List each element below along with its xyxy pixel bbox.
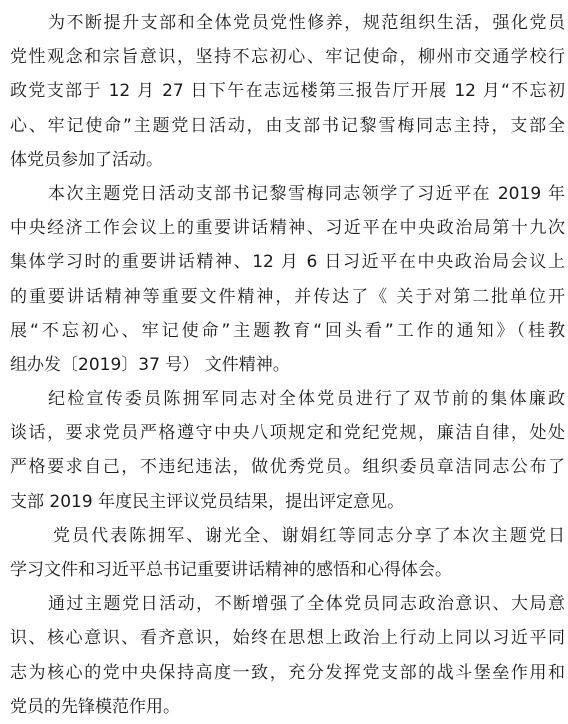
text-line: 政党支部于 12 月 27 日下午在志远楼第三报告厅开展 12 月“不忘初: [10, 81, 565, 102]
paragraph-discipline: [10, 382, 565, 519]
text-line: 的重要讲话精神等重要文件精神，并传达了《 关于对第二批单位开: [10, 286, 565, 307]
text-line: 集体学习时的重要讲话精神、12 月 6 日习近平在中央政治局会议上: [10, 252, 565, 273]
text-line: 为不断提升支部和全体党员党性修养，规范组织生活，强化党员: [48, 13, 565, 33]
text-line: 党性观念和宗旨意识，坚持不忘初心、牢记使命，柳州市交通学校行: [10, 47, 565, 68]
text-line: 组办发〔2019〕37 号） 文件精神。: [10, 354, 290, 375]
text-line: 党员的先锋模范作用。: [10, 696, 180, 717]
text-line: 本次主题党日活动支部书记黎雪梅同志领学了习近平在 2019 年: [48, 183, 565, 204]
paragraph-sharing: [10, 519, 565, 587]
paragraph-study: [10, 177, 565, 382]
text-line: 谈话，要求党员严格遵守中央八项规定和党纪党规，廉洁自律，处处: [10, 423, 565, 444]
text-line: 心、牢记使命”主题党日活动，由支部书记黎雪梅同志主持，支部全: [10, 115, 565, 136]
text-line: 纪检宣传委员陈拥军同志对全体党员进行了双节前的集体廉政: [48, 389, 565, 410]
text-line: 通过主题党日活动，不断增强了全体党员同志政治意识、大局意: [48, 594, 565, 615]
text-line: 党员代表陈拥军、谢光全、谢娟红等同志分享了本次主题党日: [53, 525, 565, 546]
text-line: 体党员参加了活动。: [10, 149, 163, 170]
paragraph-conclusion: [10, 587, 565, 724]
text-line: 支部 2019 年度民主评议党员结果，提出评定意见。: [10, 491, 405, 512]
text-line: 严格要求自己，不违纪违法，做优秀党员。组织委员章洁同志公布了: [10, 457, 565, 478]
text-line: 识、核心意识、看齐意识，始终在思想上政治上行动上同以习近平同: [10, 628, 565, 649]
text-line: 志为核心的党中央保持高度一致，充分发挥党支部的战斗堡垒作用和: [10, 662, 565, 683]
document-body: [10, 6, 565, 724]
paragraph-intro: [10, 6, 565, 177]
text-line: 学习文件和习近平总书记重要讲话精神的感悟和心得体会。: [10, 560, 452, 580]
text-line: 展“不忘初心、牢记使命”主题教育“回头看”工作的通知》（桂教: [10, 320, 565, 341]
text-line: 中央经济工作会议上的重要讲话精神、习近平在中央政治局第十九次: [10, 218, 565, 239]
